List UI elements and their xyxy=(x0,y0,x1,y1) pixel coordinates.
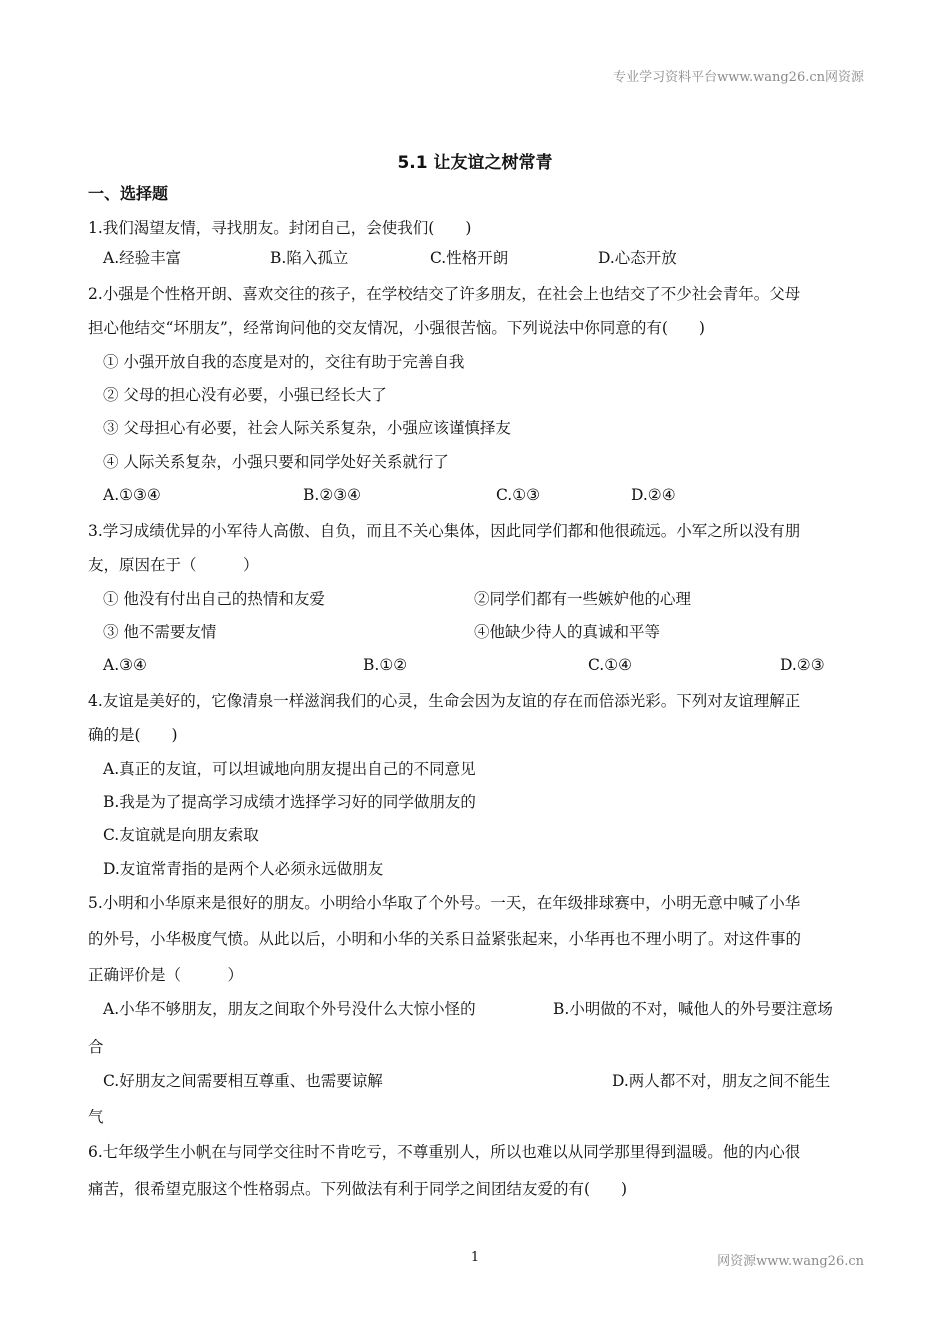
q4-option-b: B.我是为了提高学习成绩才选择学习好的同学做朋友的 xyxy=(103,793,476,811)
q2-item-3: ③ 父母担心有必要，社会人际关系复杂，小强应该谨慎择友 xyxy=(103,419,511,437)
section-heading: 一、选择题 xyxy=(88,184,169,203)
q5-option-d: D.两人都不对，朋友之间不能生 xyxy=(612,1072,831,1090)
q3-option-c: C.①④ xyxy=(588,656,633,674)
q3-item-4: ④他缺少待人的真诚和平等 xyxy=(474,623,661,641)
q1-option-c: C.性格开朗 xyxy=(430,249,509,267)
footer-site-text: 网资源www.wang26.cn xyxy=(717,1254,864,1269)
q4-stem-line1: 4.友谊是美好的，它像清泉一样滋润我们的心灵，生命会因为友谊的存在而倍添光彩。下列对友谊理解正 xyxy=(88,692,801,710)
q5-stem-line3: 正确评价是（ ） xyxy=(88,966,244,984)
q5-option-d-wrap: 气 xyxy=(88,1108,104,1126)
q3-stem-line2: 友，原因在于（ ） xyxy=(88,556,259,574)
q2-option-b: B.②③④ xyxy=(303,486,362,504)
q3-option-a: A.③④ xyxy=(103,656,147,674)
q3-item-1: ① 他没有付出自己的热情和友爱 xyxy=(103,590,325,608)
q5-option-a: A.小华不够朋友，朋友之间取个外号没什么大惊小怪的 xyxy=(103,1000,476,1018)
page-number: 1 xyxy=(470,1250,480,1265)
q2-item-2: ② 父母的担心没有必要，小强已经长大了 xyxy=(103,386,387,404)
q6-stem-line1: 6.七年级学生小帆在与同学交往时不肯吃亏，不尊重别人，所以也难以从同学那里得到温暖。他的内心很 xyxy=(88,1143,801,1161)
q2-item-4: ④ 人际关系复杂，小强只要和同学处好关系就行了 xyxy=(103,453,449,471)
q5-option-c: C.好朋友之间需要相互尊重、也需要谅解 xyxy=(103,1072,383,1090)
q3-item-3: ③ 他不需要友情 xyxy=(103,623,217,641)
q2-option-d: D.②④ xyxy=(631,486,676,504)
q1-option-b: B.陷入孤立 xyxy=(270,249,349,267)
q4-option-d: D.友谊常青指的是两个人必须永远做朋友 xyxy=(103,860,384,878)
q3-item-2: ②同学们都有一些嫉妒他的心理 xyxy=(474,590,692,608)
q1-option-a: A.经验丰富 xyxy=(103,249,182,267)
q4-stem-line2: 确的是( ) xyxy=(88,726,178,744)
q3-option-d: D.②③ xyxy=(780,656,825,674)
q2-stem-line1: 2.小强是个性格开朗、喜欢交往的孩子，在学校结交了许多朋友，在社会上也结交了不少社会青年。父母 xyxy=(88,285,801,303)
header-site-text: 专业学习资料平台www.wang26.cn网资源 xyxy=(613,70,864,85)
q4-option-a: A.真正的友谊，可以坦诚地向朋友提出自己的不同意见 xyxy=(103,760,476,778)
q5-stem-line2: 的外号，小华极度气愤。从此以后，小明和小华的关系日益紧张起来，小华再也不理小明了。对这件事的 xyxy=(88,930,802,948)
q2-option-c: C.①③ xyxy=(496,486,541,504)
q1-stem: 1.我们渴望友情，寻找朋友。封闭自己，会使我们( ) xyxy=(88,219,472,237)
q4-option-c: C.友谊就是向朋友索取 xyxy=(103,826,259,844)
q5-stem-line1: 5.小明和小华原来是很好的朋友。小明给小华取了个外号。一天，在年级排球赛中，小明无意中喊了小华 xyxy=(88,894,801,912)
q5-option-b-wrap: 合 xyxy=(88,1038,104,1056)
q2-item-1: ① 小强开放自我的态度是对的，交往有助于完善自我 xyxy=(103,353,465,371)
q2-option-a: A.①③④ xyxy=(103,486,161,504)
q3-option-b: B.①② xyxy=(363,656,408,674)
q5-option-b: B.小明做的不对，喊他人的外号要注意场 xyxy=(553,1000,833,1018)
q6-stem-line2: 痛苦，很希望克服这个性格弱点。下列做法有利于同学之间团结友爱的有( ) xyxy=(88,1180,628,1198)
q1-option-d: D.心态开放 xyxy=(598,249,677,267)
q2-stem-line2: 担心他结交“坏朋友”，经常询问他的交友情况，小强很苦恼。下列说法中你同意的有( ) xyxy=(88,319,705,337)
q3-stem-line1: 3.学习成绩优异的小军待人高傲、自负，而且不关心集体，因此同学们都和他很疏远。小军之所以没有朋 xyxy=(88,522,801,540)
page-title: 5.1 让友谊之树常青 xyxy=(397,153,553,173)
